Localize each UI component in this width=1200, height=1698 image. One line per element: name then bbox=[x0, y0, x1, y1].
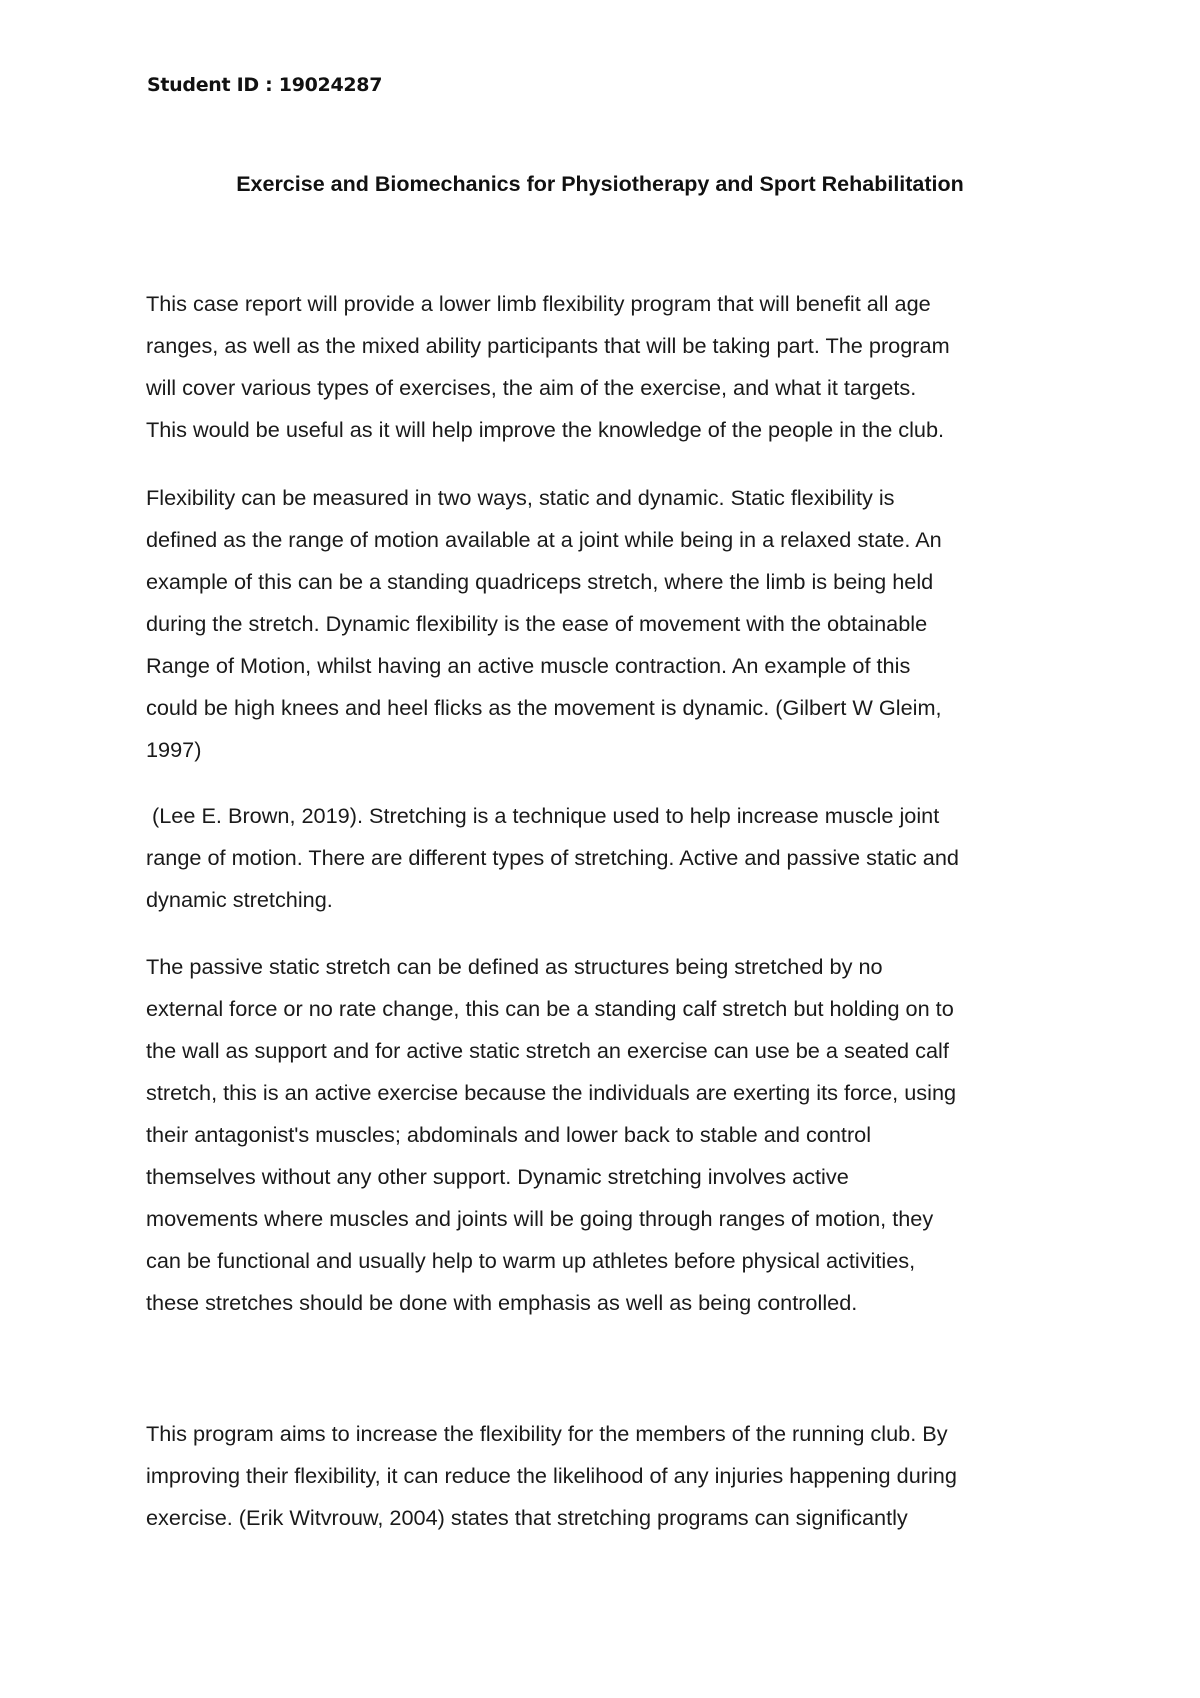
text-line: (Lee E. Brown, 2019). Stretching is a technique used to help increase muscle joint bbox=[146, 803, 940, 828]
text-line: movements where muscles and joints will be going through ranges of motion, they bbox=[146, 1206, 934, 1231]
text-line: dynamic stretching. bbox=[146, 887, 333, 912]
text-line: stretch, this is an active exercise because the individuals are exerting its force, using bbox=[146, 1080, 957, 1105]
text-line: could be high knees and heel flicks as the movement is dynamic. (Gilbert W Gleim, bbox=[146, 695, 942, 720]
paragraph bbox=[146, 477, 1076, 771]
text-line: Range of Motion, whilst having an active muscle contraction. An example of this bbox=[146, 653, 911, 678]
text-line: external force or no rate change, this can be a standing calf stretch but holding on to bbox=[146, 996, 954, 1021]
text-line: This case report will provide a lower limb flexibility program that will benefit all age bbox=[146, 291, 931, 316]
text-line: will cover various types of exercises, the aim of the exercise, and what it targets. bbox=[146, 375, 917, 400]
paragraph bbox=[146, 283, 1076, 451]
text-line: The passive static stretch can be defined as structures being stretched by no bbox=[146, 954, 883, 979]
text-line: their antagonist's muscles; abdominals and lower back to stable and control bbox=[146, 1122, 872, 1147]
document-title: Exercise and Biomechanics for Physiotherapy and Sport Rehabilitation bbox=[236, 172, 964, 196]
text-line: the wall as support and for active static stretch an exercise can use be a seated calf bbox=[146, 1038, 949, 1063]
text-line: during the stretch. Dynamic flexibility is the ease of movement with the obtainable bbox=[146, 611, 928, 636]
paragraph bbox=[146, 795, 1076, 921]
text-line: range of motion. There are different types of stretching. Active and passive static and bbox=[146, 845, 959, 870]
text-line: themselves without any other support. Dynamic stretching involves active bbox=[146, 1164, 849, 1189]
student-id: Student ID : 19024287 bbox=[147, 74, 383, 96]
text-line: This would be useful as it will help improve the knowledge of the people in the club. bbox=[146, 417, 945, 442]
text-line: exercise. (Erik Witvrouw, 2004) states that stretching programs can significantly bbox=[146, 1505, 908, 1530]
text-line: This program aims to increase the flexibility for the members of the running club. By bbox=[146, 1421, 948, 1446]
text-line: can be functional and usually help to warm up athletes before physical activities, bbox=[146, 1248, 916, 1273]
text-line: Flexibility can be measured in two ways, static and dynamic. Static flexibility is bbox=[146, 485, 895, 510]
text-line: defined as the range of motion available at a joint while being in a relaxed state. An bbox=[146, 527, 942, 552]
text-line: improving their flexibility, it can reduce the likelihood of any injuries happening during bbox=[146, 1463, 957, 1488]
paragraph bbox=[146, 946, 1076, 1324]
text-line: ranges, as well as the mixed ability participants that will be taking part. The program bbox=[146, 333, 950, 358]
text-line: example of this can be a standing quadriceps stretch, where the limb is being held bbox=[146, 569, 934, 594]
text-line: these stretches should be done with emphasis as well as being controlled. bbox=[146, 1290, 858, 1315]
paragraph bbox=[146, 1413, 1076, 1539]
text-line: 1997) bbox=[146, 737, 202, 762]
